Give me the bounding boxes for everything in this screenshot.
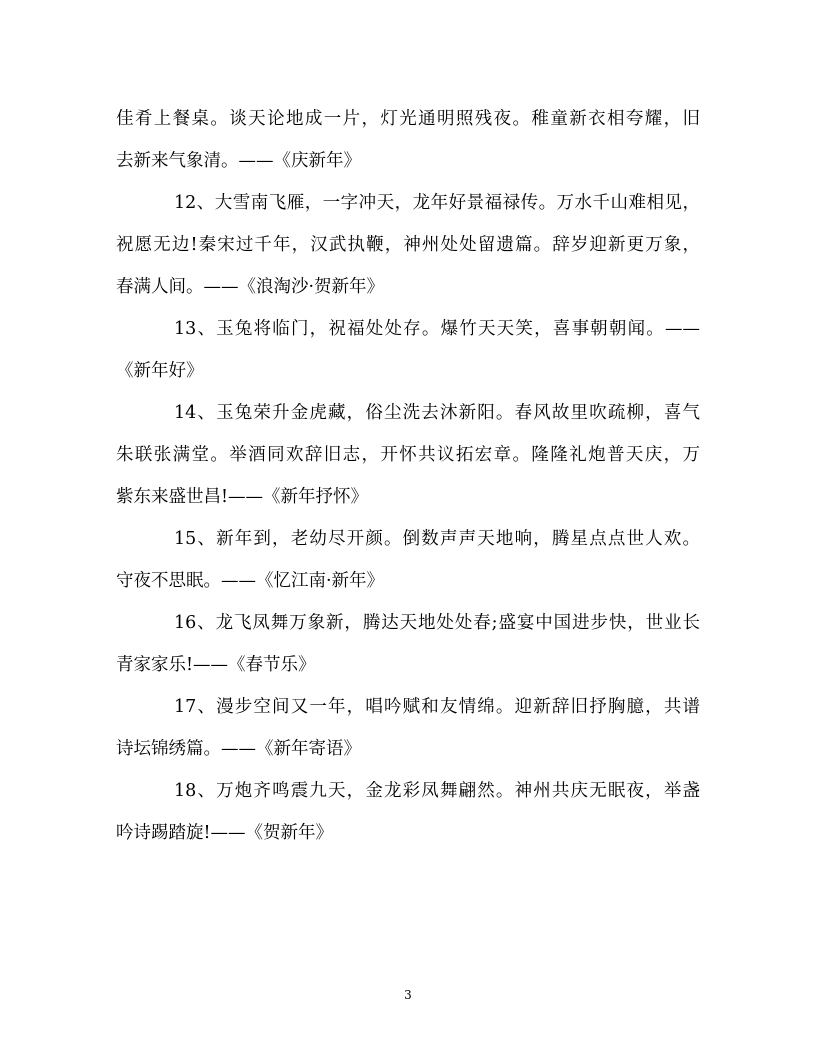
poem-entry-13-line: 13、玉兔将临门，祝福处处存。爆竹天天笑，喜事朝朝闻。—— <box>174 319 700 339</box>
poem-entry-18-line: 18、万炮齐鸣震九天，金龙彩凤舞翩然。神州共庆无眠夜，举盏 <box>174 781 700 801</box>
poem-entry-15-line: 15、新年到，老幼尽开颜。倒数声声天地响，腾星点点世人欢。 <box>174 529 700 549</box>
text-line: 朱联张满堂。举酒同欢辞旧志，开怀共议拓宏章。隆隆礼炮普天庆，万 <box>116 445 700 465</box>
poem-entry-16-line: 16、龙飞凤舞万象新，腾达天地处处春;盛宴中国进步快，世业长 <box>174 613 700 633</box>
text-line: 祝愿无边!秦宋过千年，汉武执鞭，神州处处留遗篇。辞岁迎新更万象， <box>116 235 700 255</box>
poem-entry-14-line: 14、玉兔荣升金虎藏，俗尘洗去沐新阳。春风故里吹疏柳，喜气 <box>174 403 700 423</box>
text-line: 守夜不思眠。——《忆江南·新年》 <box>116 571 385 591</box>
text-line: 青家家乐!——《春节乐》 <box>116 655 316 675</box>
page-number: 3 <box>404 988 412 1002</box>
text-line: 春满人间。——《浪淘沙·贺新年》 <box>116 277 385 297</box>
poem-entry-17-line: 17、漫步空间又一年，唱吟赋和友情绵。迎新辞旧抒胸臆，共谱 <box>174 697 700 717</box>
text-line: 佳肴上餐桌。谈天论地成一片，灯光通明照残夜。稚童新衣相夸耀，旧 <box>116 109 700 129</box>
text-line: 吟诗踢踏旋!——《贺新年》 <box>116 823 334 843</box>
text-line: 诗坛锦绣篇。——《新年寄语》 <box>116 739 361 759</box>
document-body <box>116 98 700 854</box>
text-line: 紫东来盛世昌!——《新年抒怀》 <box>116 487 369 507</box>
text-line: 去新来气象清。——《庆新年》 <box>116 151 361 171</box>
text-line: 《新年好》 <box>116 361 204 381</box>
poem-entry-12-line: 12、大雪南飞雁，一字冲天，龙年好景福禄传。万水千山难相见， <box>174 193 700 213</box>
